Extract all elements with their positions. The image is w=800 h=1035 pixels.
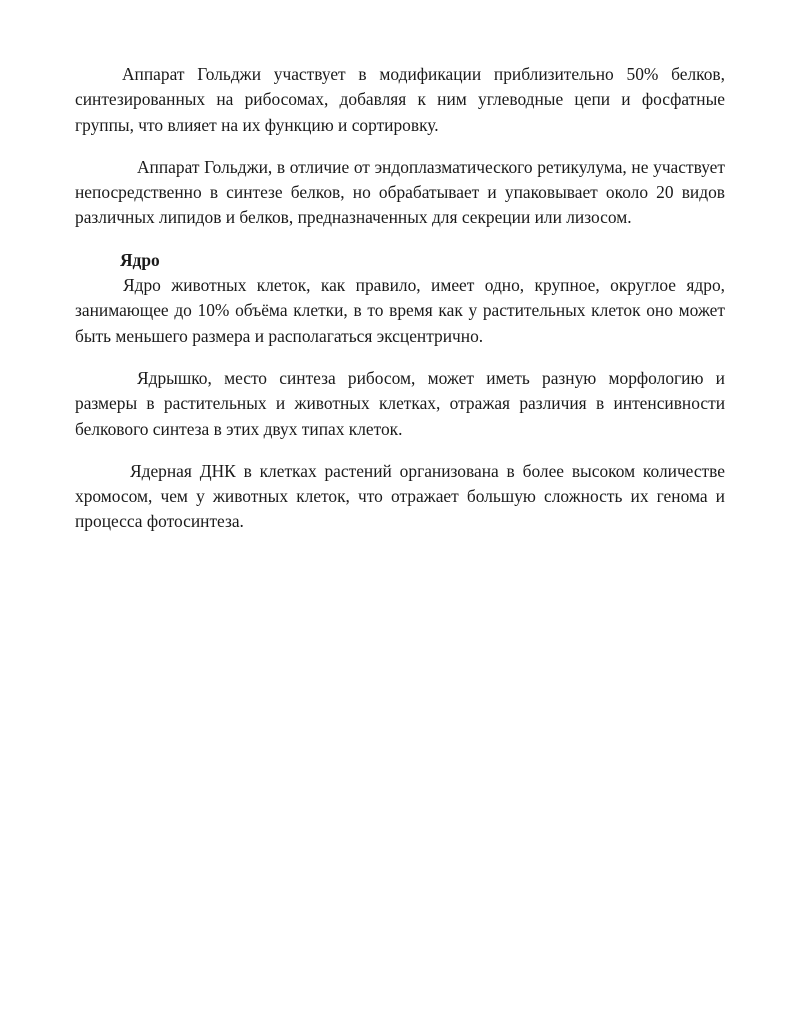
section-heading-nucleus: Ядро [120, 249, 160, 270]
paragraph-nuclear-dna: Ядерная ДНК в клетках растений организована в более высоком количестве хромосом, чем у животных клеток, что отражает большую сложность их генома и процесса фотосинтеза. [75, 460, 725, 532]
paragraph-nucleolus: Ядрышко, место синтеза рибосом, может иметь разную морфологию и размеры в растительных и животных клетках, отражая различия в интенсивности белкового синтеза в этих двух типах клеток. [75, 367, 725, 439]
paragraph-nucleus-size: Ядро животных клеток, как правило, имеет одно, крупное, округлое ядро, занимающее до 10% объёма клетки, в то время как у растительных клеток оно может быть меньшего размера и располагаться эксцентрично. [75, 275, 725, 346]
paragraph-golgi-vs-er: Аппарат Гольджи, в отличие от эндоплазматического ретикулума, не участвует непосредственно в синтезе белков, но обрабатывает и упаковывает около 20 видов различных липидов и белков, предназначенных для секреции или лизосом. [75, 156, 725, 228]
document-body [75, 62, 725, 535]
paragraph-golgi-modification: Аппарат Гольджи участвует в модификации приблизительно 50% белков, синтезированных на рибосомах, добавляя к ним углеводные цепи и фосфатные группы, что влияет на их функцию и сортировку. [75, 64, 725, 135]
